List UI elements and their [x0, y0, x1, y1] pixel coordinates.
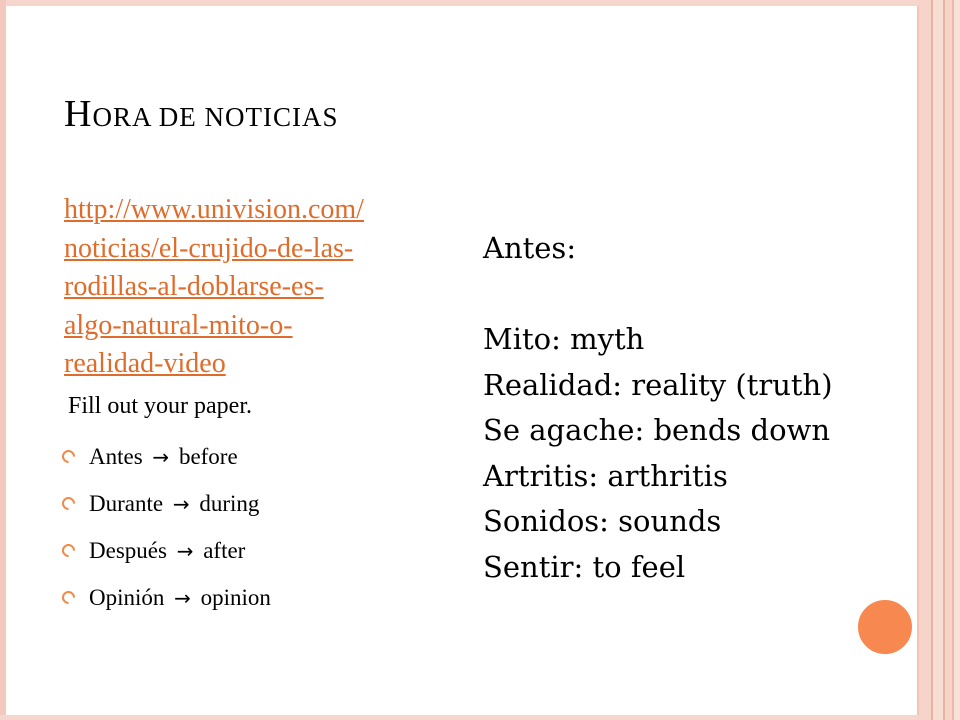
link-line[interactable]: rodillas-al-doblarse-es-	[64, 271, 324, 302]
bullet-icon	[59, 588, 77, 606]
bullet-meaning: before	[178, 444, 238, 469]
bullet-icon	[59, 541, 77, 559]
decor-stripe	[933, 0, 943, 720]
list-item	[60, 578, 271, 625]
slide-border-bottom	[0, 715, 960, 720]
bullet-term: Antes	[89, 444, 143, 469]
bullet-meaning: during	[199, 491, 260, 516]
arrow-icon: →	[174, 586, 191, 610]
bullet-term: Opinión	[89, 585, 165, 610]
title-first-letter: H	[64, 93, 93, 135]
bullet-term: Durante	[89, 491, 164, 516]
vocab-heading: Antes:	[483, 231, 577, 265]
bullet-icon	[59, 494, 77, 512]
vocab-item: Mito: myth	[483, 322, 645, 356]
vocab-item: Realidad: reality (truth)	[483, 367, 833, 402]
vocab-item: Artritis: arthritis	[483, 458, 728, 493]
title-rest: ORA DE NOTICIAS	[92, 102, 339, 132]
vocab-item: Sonidos: sounds	[483, 504, 722, 538]
slide-title	[64, 92, 338, 136]
bullet-meaning: opinion	[200, 585, 271, 610]
bullet-meaning: after	[203, 538, 246, 563]
news-video-link[interactable]	[64, 191, 464, 384]
list-item	[60, 437, 271, 484]
bullet-term: Después	[89, 538, 167, 563]
bullet-icon	[59, 447, 77, 465]
link-line[interactable]: realidad-video	[64, 348, 226, 379]
arrow-icon: →	[152, 445, 170, 469]
list-item	[60, 484, 271, 531]
link-line[interactable]: algo-natural-mito-o-	[64, 309, 293, 341]
decor-stripe	[945, 0, 952, 720]
vocabulary-list	[483, 226, 833, 590]
decor-circle	[855, 597, 915, 657]
arrow-icon: →	[176, 539, 194, 563]
decor-stripe	[954, 0, 960, 720]
decor-stripe	[919, 0, 931, 720]
link-line[interactable]: http://www.univision.com/	[64, 194, 364, 225]
bullet-list	[60, 437, 271, 625]
link-line[interactable]: noticias/el-crujido-de-las-	[64, 232, 354, 264]
list-item	[60, 531, 271, 578]
arrow-icon: →	[172, 492, 190, 516]
instruction-text: Fill out your paper.	[68, 393, 252, 419]
vocab-spacer	[483, 272, 833, 318]
vocab-item: Se agache: bends down	[483, 413, 831, 447]
vocab-item: Sentir: to feel	[483, 549, 686, 584]
